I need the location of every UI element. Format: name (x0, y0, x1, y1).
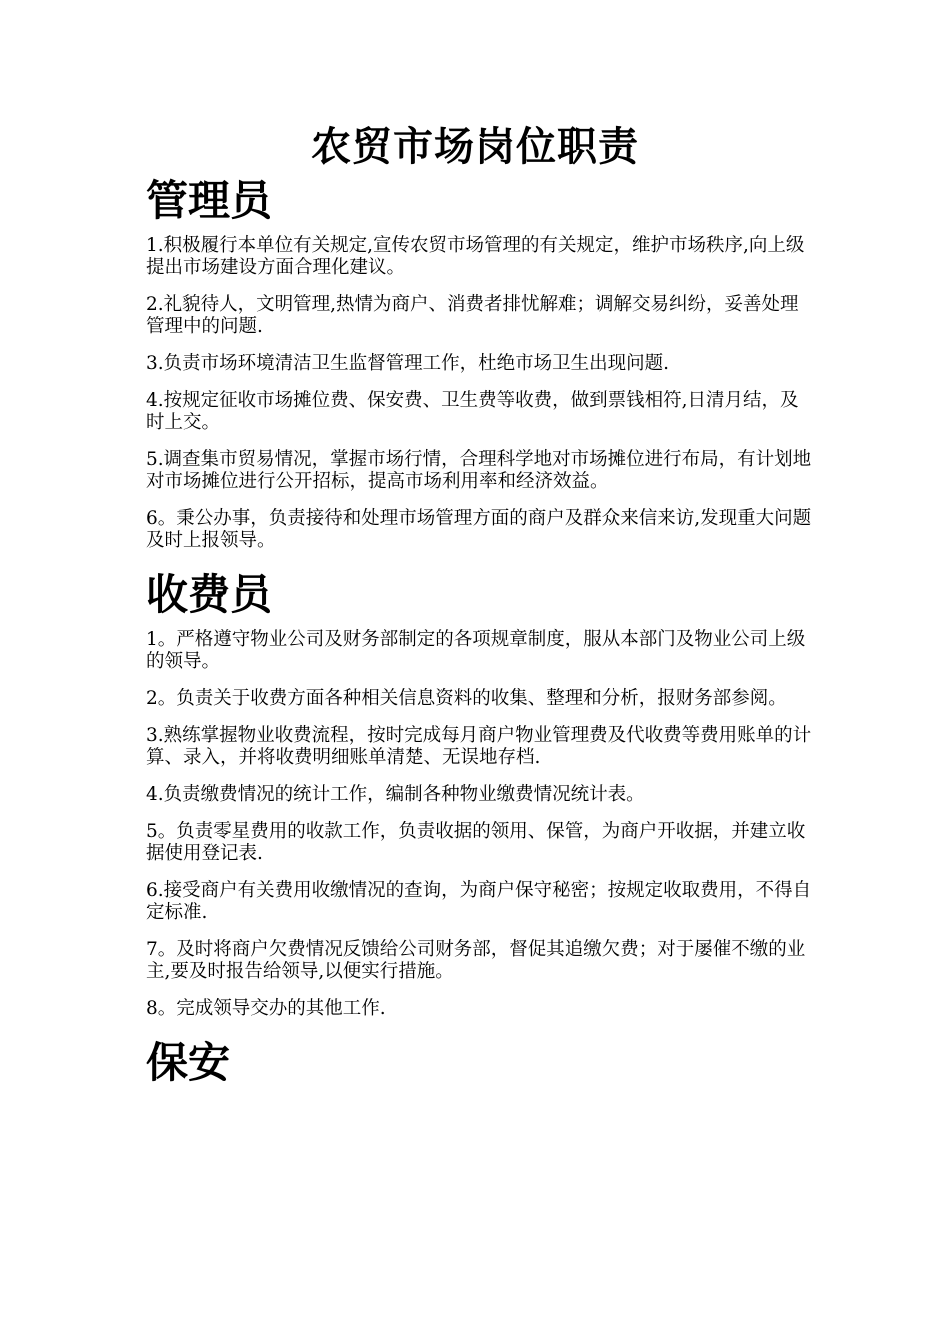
section-heading: 管理员 (146, 176, 273, 225)
section-security (146, 1035, 814, 1091)
duty-item: 5。负责零星费用的收款工作，负责收据的领用、保管，为商户开收据，并建立收据使用登记表. (146, 821, 806, 864)
duty-item: 3.熟练掌握物业收费流程，按时完成每月商户物业管理费及代收费等费用账单的计算、录入，并将收费明细账单清楚、无误地存档. (146, 725, 812, 768)
duty-item: 8。完成领导交办的其他工作. (146, 998, 386, 1019)
section-heading: 保安 (146, 1038, 231, 1087)
duty-item: 6。秉公办事，负责接待和处理市场管理方面的商户及群众来信来访,发现重大问题及时上报领导。 (146, 508, 812, 551)
duty-item: 1.积极履行本单位有关规定,宣传农贸市场管理的有关规定，维护市场秩序,向上级提出市场建设方面合理化建议。 (146, 235, 805, 278)
duty-item: 4.负责缴费情况的统计工作，编制各种物业缴费情况统计表。 (146, 784, 645, 805)
document-content (146, 173, 814, 1097)
duty-item: 7。及时将商户欠费情况反馈给公司财务部，督促其追缴欠费；对于屡催不缴的业主,要及时报告给领导,以便实行措施。 (146, 939, 806, 982)
section-cashier (146, 567, 814, 1020)
duty-item: 1。严格遵守物业公司及财务部制定的各项规章制度，服从本部门及物业公司上级的领导。 (146, 629, 806, 672)
section-heading: 收费员 (146, 570, 273, 619)
duty-item: 5.调查集市贸易情况，掌握市场行情，合理科学地对市场摊位进行布局，有计划地对市场摊位进行公开招标，提高市场利用率和经济效益。 (146, 449, 812, 492)
duty-item: 3.负责市场环境清洁卫生监督管理工作，杜绝市场卫生出现问题. (146, 353, 670, 374)
duty-item: 2.礼貌待人，文明管理,热情为商户、消费者排忧解难；调解交易纠纷，妥善处理管理中的问题. (146, 294, 799, 337)
duty-item: 2。负责关于收费方面各种相关信息资料的收集、整理和分析，报财务部参阅。 (146, 688, 787, 709)
document-title: 农贸市场岗位职责 (311, 123, 639, 170)
section-manager (146, 173, 814, 552)
duty-item: 6.接受商户有关费用收缴情况的查询，为商户保守秘密；按规定收取费用，不得自定标准. (146, 880, 812, 923)
duty-item: 4.按规定征收市场摊位费、保安费、卫生费等收费，做到票钱相符,日清月结，及时上交。 (146, 390, 799, 433)
